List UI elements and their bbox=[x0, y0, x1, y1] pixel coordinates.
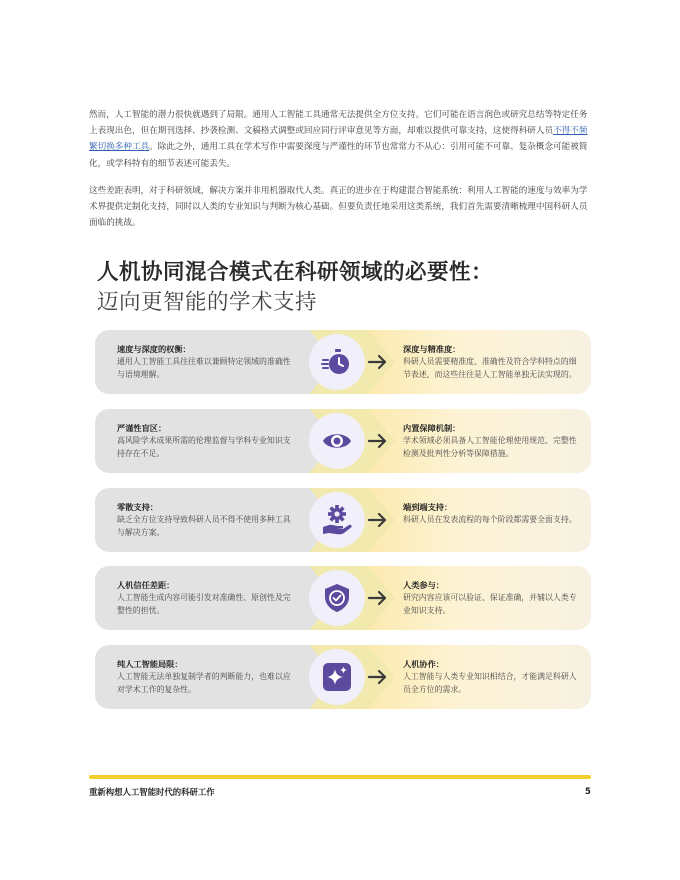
arrow-right-icon bbox=[367, 352, 389, 372]
solution-description: 科研人员在发表流程的每个阶段都需要全面支持。 bbox=[403, 515, 577, 524]
solution-description: 人工智能与人类专业知识相结合，才能满足科研人员全方位的需求。 bbox=[403, 672, 577, 694]
tools-link[interactable]: 不得不频繁切换多种工具 bbox=[89, 126, 588, 153]
solution-heading: 深度与精准度： bbox=[403, 344, 461, 354]
comparison-row bbox=[95, 488, 591, 552]
challenge-heading: 人机信任差距： bbox=[117, 580, 175, 590]
challenge-description: 高风险学术成果所需的伦理监督与学科专业知识支持存在不足。 bbox=[117, 436, 291, 458]
intro-text-1a: 然而，人工智能的潜力很快就遇到了局限。通用人工智能工具通常无法提供全方位支持。它们可能在语言润色或研究总结等特定任务上表现出色，但在期刊选择、抄袭检测、文稿格式调整或回应同行评审意见等方面，却难以提供可靠支持，这使得科研人员 bbox=[89, 110, 588, 137]
section-title: 人机协同混合模式在科研领域的必要性： bbox=[97, 260, 494, 285]
eye-icon bbox=[321, 425, 353, 457]
solution-description: 研究内容应该可以验证、保证准确，并辅以人类专业知识支持。 bbox=[403, 593, 577, 615]
icon-circle bbox=[309, 570, 365, 626]
challenge-heading: 纯人工智能局限： bbox=[117, 659, 183, 669]
challenge-description: 人工智能生成内容可能引发对准确性、原创性及完整性的担忧。 bbox=[117, 593, 291, 615]
footer-title: 重新构想人工智能时代的科研工作 bbox=[89, 787, 215, 797]
arrow-right-icon bbox=[367, 667, 389, 687]
solution-heading: 内置保障机制： bbox=[403, 423, 461, 433]
challenge-description: 通用人工智能工具往往难以兼顾特定领域的准确性与语境理解。 bbox=[117, 357, 291, 379]
solution-heading: 端到端支持： bbox=[403, 502, 453, 512]
icon-circle bbox=[309, 492, 365, 548]
arrow-right-icon bbox=[367, 510, 389, 530]
intro-paragraph-2: 这些差距表明，对于科研领域，解决方案并非用机器取代人类。真正的进步在于构建混合智能系统：利用人工智能的速度与效率为学术界提供定制化支持，同时以人类的专业知识与判断为核心基础。但要负责任地采用这类系统，我们首先需要清晰梳理中国科研人员面临的挑战。 bbox=[89, 186, 588, 229]
solution-description: 学术领域必须具备人工智能伦理使用规范、完整性检测及批判性分析等保障措施。 bbox=[403, 436, 577, 458]
comparison-row bbox=[95, 409, 591, 473]
challenge-description: 缺乏全方位支持导致科研人员不得不使用多种工具与解决方案。 bbox=[117, 515, 291, 537]
challenge-description: 人工智能无法单独复制学者的判断能力，也难以应对学术工作的复杂性。 bbox=[117, 672, 291, 694]
footer-divider bbox=[89, 775, 591, 779]
challenge-heading: 严谨性盲区： bbox=[117, 423, 167, 433]
arrow-right-icon bbox=[367, 431, 389, 451]
intro-paragraph-1 bbox=[89, 107, 594, 172]
challenge-heading: 零散支持： bbox=[117, 502, 158, 512]
icon-circle bbox=[309, 649, 365, 705]
icon-circle bbox=[309, 413, 365, 469]
icon-circle bbox=[309, 334, 365, 390]
section-subtitle: 迈向更智能的学术支持 bbox=[97, 290, 318, 315]
challenge-heading: 速度与深度的权衡： bbox=[117, 344, 191, 354]
solution-heading: 人类参与： bbox=[403, 580, 444, 590]
comparison-row bbox=[95, 330, 591, 394]
arrow-right-icon bbox=[367, 588, 389, 608]
comparison-row bbox=[95, 566, 591, 630]
comparison-row bbox=[95, 645, 591, 709]
solution-heading: 人机协作： bbox=[403, 659, 444, 669]
stopwatch-icon bbox=[321, 346, 353, 378]
shield-check-icon bbox=[321, 582, 353, 614]
solution-description: 科研人员需要精准度、准确性及符合学科特点的细节表述，而这些往往是人工智能单独无法实现的。 bbox=[403, 357, 577, 379]
page-number: 5 bbox=[585, 786, 591, 796]
intro-text-1b: 。除此之外，通用工具在学术写作中需要深度与严谨性的环节也常常力不从心：引用可能不可靠、复杂概念可能被简化，或学科特有的细节表述可能丢失。 bbox=[89, 142, 588, 169]
sparkle-icon bbox=[321, 661, 353, 693]
hand-gear-icon bbox=[320, 503, 354, 537]
